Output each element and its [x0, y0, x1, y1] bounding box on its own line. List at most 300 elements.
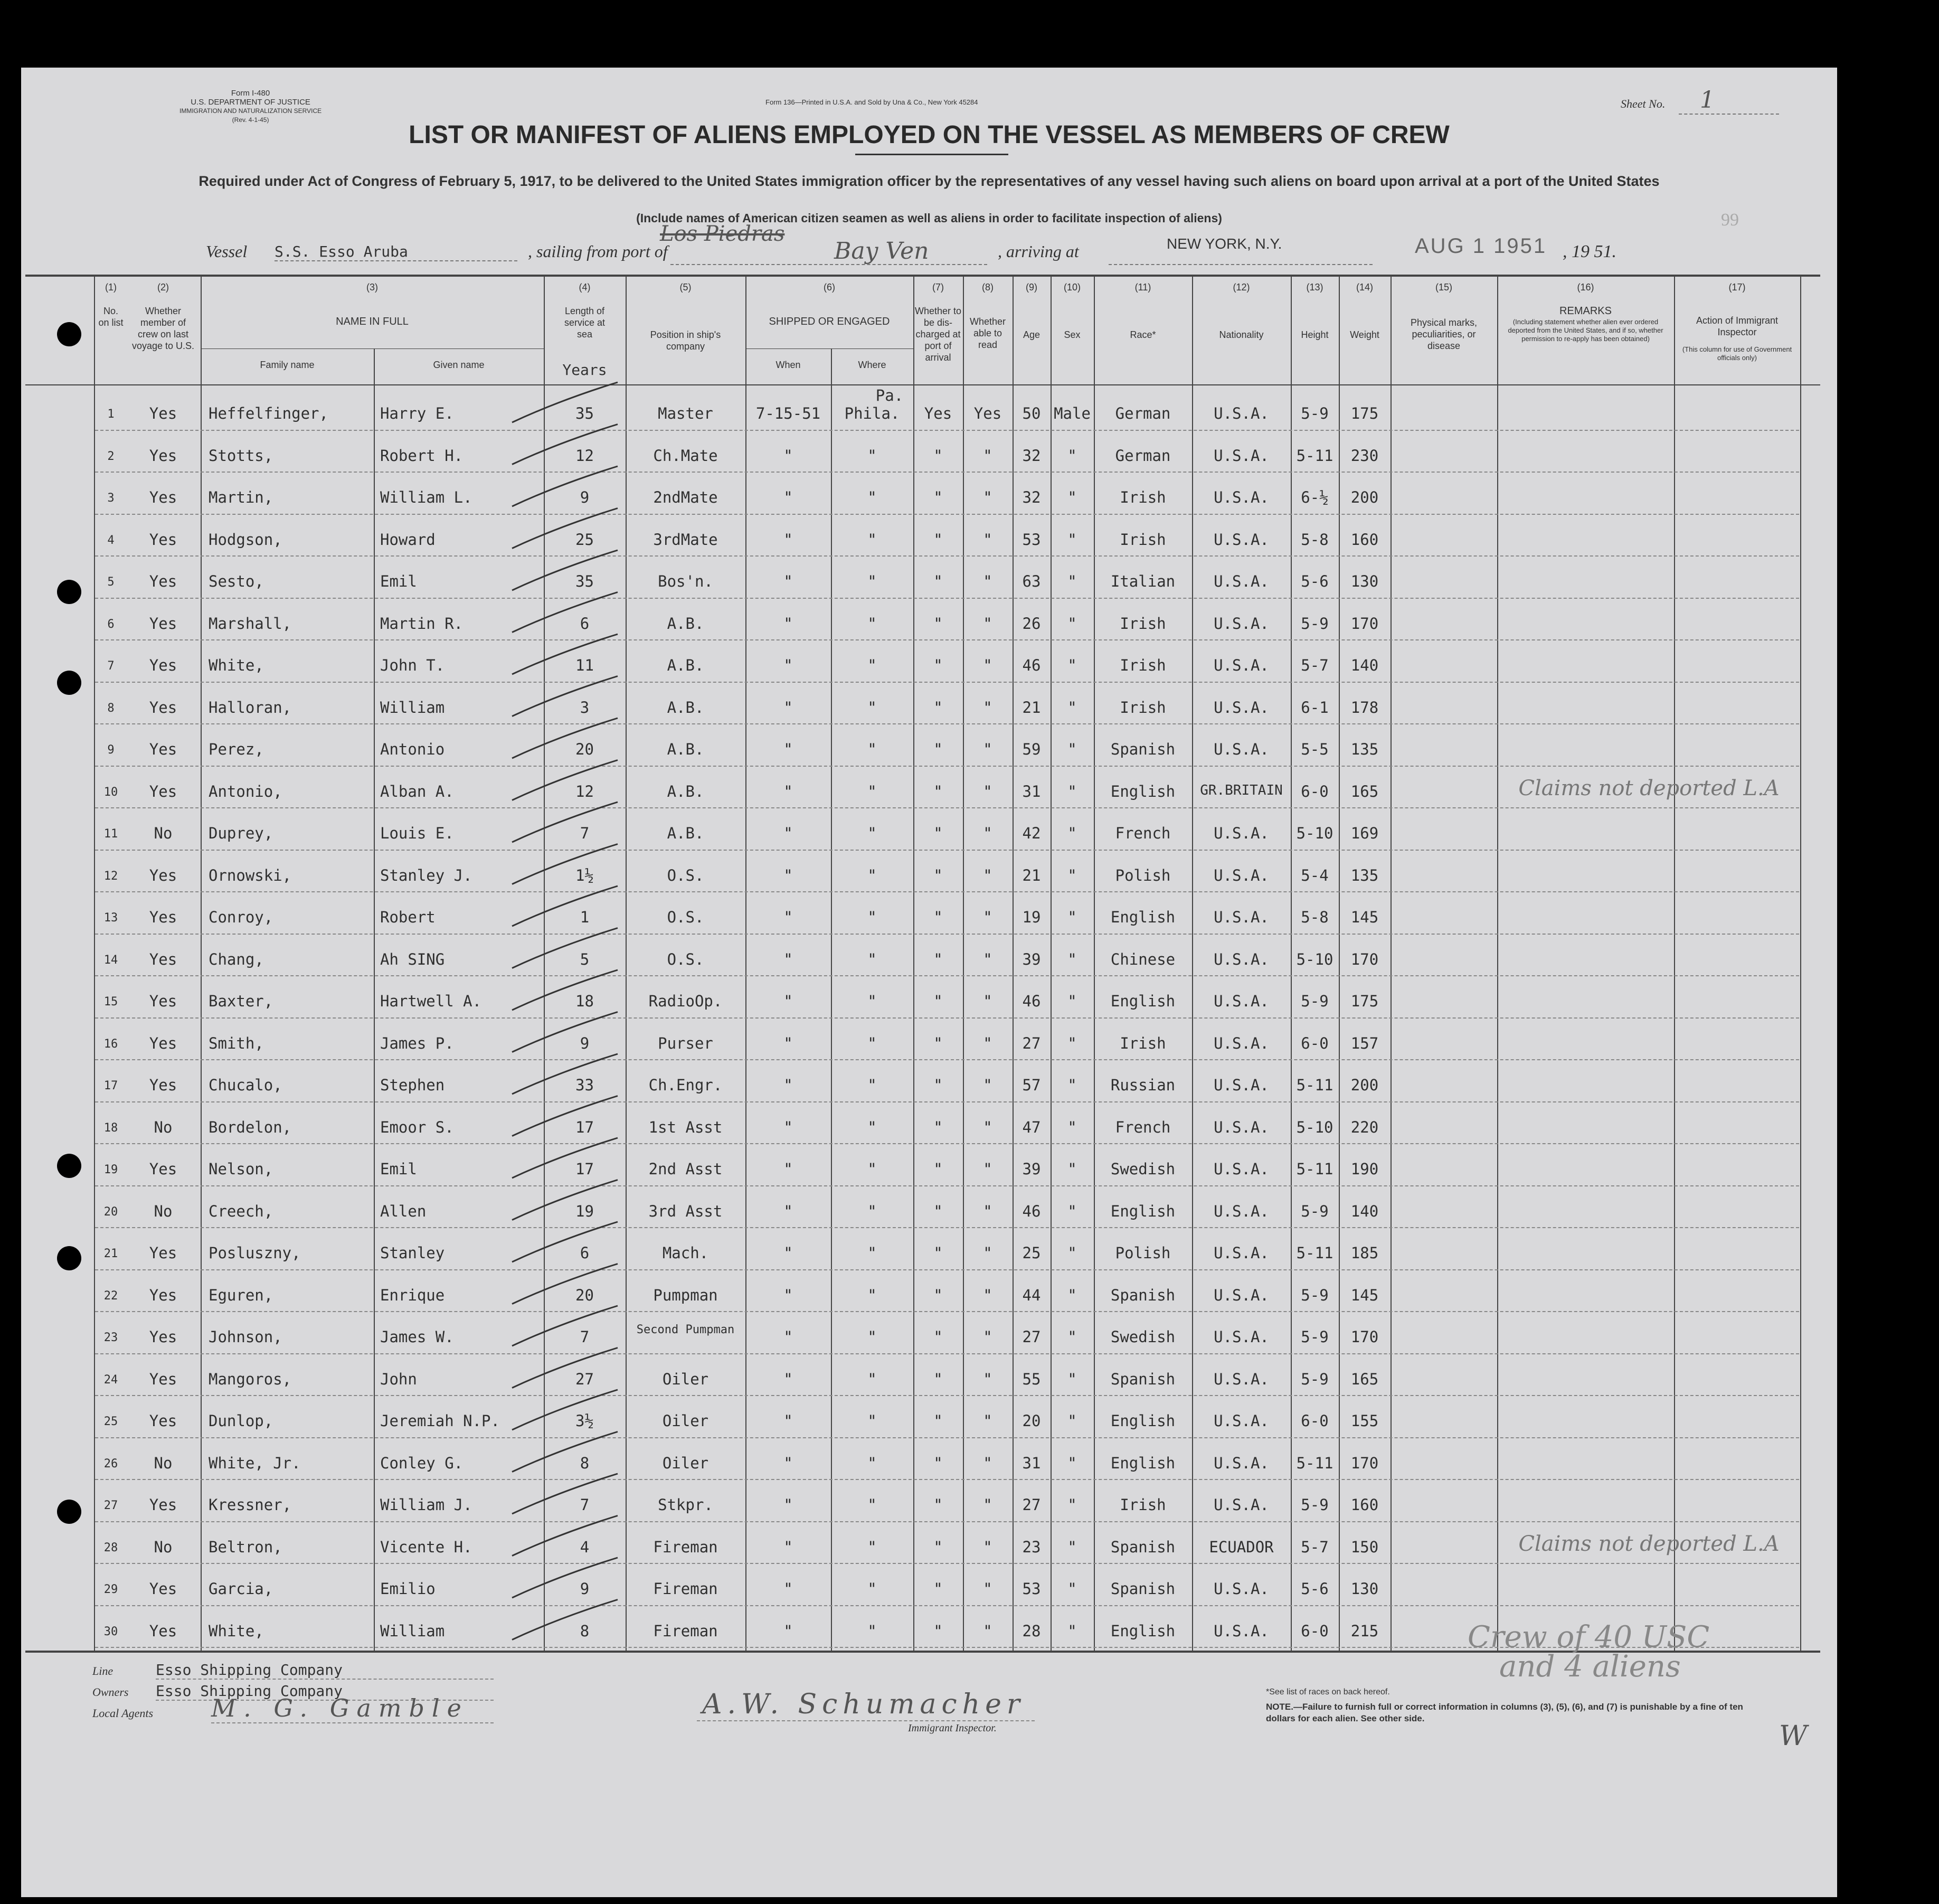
shipped-when: " [783, 740, 793, 758]
nationality: U.S.A. [1214, 1202, 1269, 1220]
discharged: " [933, 1034, 943, 1052]
given-name: Conley G. [380, 1454, 464, 1472]
shipped-where: " [867, 908, 877, 926]
nationality: U.S.A. [1214, 1412, 1269, 1430]
row-number: 6 [107, 617, 115, 631]
col15-header: Physical marks, peculiarities, or disease [1410, 317, 1478, 351]
family-name: Nelson, [209, 1160, 273, 1178]
given-name: Ah SING [380, 950, 445, 968]
nationality: ECUADOR [1209, 1538, 1274, 1556]
given-name: Antonio [380, 740, 445, 758]
shipped-when: " [783, 1496, 793, 1514]
shipped-where: " [867, 1244, 877, 1262]
age: 19 [1022, 908, 1041, 926]
shipped-where: " [867, 614, 877, 633]
able-to-read: " [983, 824, 992, 842]
col17-header: Action of Immigrant Inspector [1696, 315, 1779, 337]
years-at-sea: 9 [580, 1034, 590, 1052]
years-at-sea: 35 [575, 572, 594, 590]
sheet-label: Sheet No. [1621, 97, 1666, 110]
sex: " [1067, 1496, 1077, 1514]
height: 5-6 [1301, 1580, 1329, 1598]
shipped-where: " [867, 1328, 877, 1346]
years-at-sea: 6 [580, 614, 590, 633]
age: 31 [1022, 1454, 1041, 1472]
family-name: Creech, [209, 1202, 273, 1220]
row-number: 12 [103, 869, 118, 883]
shipped-when: " [783, 1202, 793, 1220]
penalty-note [1266, 1701, 1752, 1724]
col11-header: Race* [1130, 329, 1156, 340]
race: French [1115, 1118, 1171, 1136]
race: Irish [1120, 698, 1166, 717]
row-number: 13 [103, 911, 118, 925]
age: 25 [1022, 1244, 1041, 1262]
given-name: Emilio [380, 1580, 436, 1598]
race: English [1110, 1412, 1176, 1430]
form-title: LIST OR MANIFEST OF ALIENS EMPLOYED ON THE VESSEL AS MEMBERS OF CREW [409, 121, 1450, 149]
shipped-where: " [867, 1076, 877, 1094]
shipped-when: " [783, 446, 793, 465]
sex: " [1067, 656, 1077, 674]
weight: 145 [1350, 1286, 1379, 1304]
height: 5-7 [1301, 1538, 1329, 1556]
binder-hole [57, 322, 81, 346]
family-name: Chucalo, [209, 1076, 282, 1094]
age: 28 [1022, 1622, 1041, 1640]
department-line1: U.S. DEPARTMENT OF JUSTICE [191, 98, 310, 107]
years-at-sea: 6 [580, 1244, 590, 1262]
check-mark [512, 844, 618, 884]
family-name: Conroy, [209, 908, 273, 926]
age: 55 [1022, 1370, 1041, 1388]
binder-hole [57, 580, 81, 604]
height: 5-6 [1301, 572, 1329, 590]
include-note: (Include names of American citizen seamen as well as aliens in order to facilitate inspection of aliens) [636, 211, 1222, 225]
discharged: " [933, 824, 943, 842]
given-name: Martin R. [380, 614, 464, 633]
height: 5-11 [1296, 1454, 1333, 1472]
able-to-read: " [983, 950, 992, 968]
nationality: U.S.A. [1214, 698, 1269, 717]
shipped-when: " [783, 656, 793, 674]
able-to-read: " [983, 1034, 992, 1052]
years-at-sea: 1 [580, 908, 590, 926]
check-mark [512, 718, 618, 758]
col1-header: No. on list [98, 306, 124, 328]
weight: 200 [1350, 1076, 1379, 1094]
given-name: Emil [380, 572, 417, 590]
signature-line [697, 1720, 1035, 1721]
position: O.S. [667, 950, 704, 968]
binder-hole [57, 1500, 81, 1524]
col16-note: (Including statement whether alien ever ordered deported from the United States, and if so, whether permission to re-apply has been obtained) [1508, 318, 1663, 343]
race: English [1110, 908, 1176, 926]
family-name: Bordelon, [209, 1118, 292, 1136]
weight: 175 [1350, 992, 1379, 1010]
discharged: " [933, 530, 943, 549]
age: 42 [1022, 824, 1041, 842]
age: 32 [1022, 446, 1041, 465]
remarks: Claims not deported L.A [1518, 1531, 1780, 1556]
able-to-read: " [983, 446, 992, 465]
able-to-read: " [983, 866, 992, 884]
shipped-where: " [867, 530, 877, 549]
nationality: U.S.A. [1214, 1580, 1269, 1598]
height: 5-9 [1301, 1496, 1329, 1514]
inspector-signature: A.W. Schumacher [702, 1689, 1025, 1720]
weight: 157 [1350, 1034, 1379, 1052]
family-name: Stotts, [209, 446, 273, 465]
row-number: 30 [103, 1625, 118, 1638]
prev-voyage: Yes [149, 488, 177, 506]
check-mark [512, 1600, 618, 1640]
shipped-when: " [783, 530, 793, 549]
shipped-when: " [783, 1538, 793, 1556]
discharged: " [933, 1496, 943, 1514]
shipped-where: " [867, 1538, 877, 1556]
shipped-when: " [783, 1034, 793, 1052]
age: 32 [1022, 488, 1041, 506]
year-label: , 19 51. [1563, 242, 1616, 261]
given-name: Vicente H. [380, 1538, 472, 1556]
row-number: 3 [107, 492, 115, 505]
race: Irish [1120, 530, 1166, 549]
prev-voyage: Yes [149, 698, 177, 717]
port-struck: Los Piedras [660, 222, 785, 246]
sex: " [1067, 698, 1077, 717]
check-mark [512, 634, 618, 674]
col6-num: (6) [824, 282, 835, 293]
position: Oiler [662, 1412, 709, 1430]
discharged: " [933, 866, 943, 884]
vessel-label: Vessel [206, 242, 248, 261]
row-number: 28 [103, 1541, 118, 1554]
age: 46 [1022, 1202, 1041, 1220]
race: Italian [1110, 572, 1176, 590]
years-at-sea: 19 [575, 1202, 594, 1220]
shipped-where: " [867, 1118, 877, 1136]
position: 1st Asst [648, 1118, 723, 1136]
height: 5-9 [1301, 1370, 1329, 1388]
discharged: " [933, 1580, 943, 1598]
weight: 130 [1350, 572, 1379, 590]
col11-num: (11) [1134, 282, 1151, 293]
family-name: Mangoros, [209, 1370, 292, 1388]
able-to-read: " [983, 1160, 992, 1178]
height: 5-11 [1296, 1076, 1333, 1094]
col17-num: (17) [1728, 282, 1746, 293]
age: 27 [1022, 1034, 1041, 1052]
nationality: U.S.A. [1214, 824, 1269, 842]
shipped-when: " [783, 1454, 793, 1472]
revision: (Rev. 4-1-45) [232, 116, 269, 124]
nationality: U.S.A. [1214, 530, 1269, 549]
shipped-when: " [783, 614, 793, 633]
sex: " [1067, 1160, 1077, 1178]
position: Second Pumpman [636, 1323, 735, 1336]
sailing-label: , sailing from port of [528, 242, 668, 261]
years-at-sea: 7 [580, 1496, 590, 1514]
given-name: William [380, 1622, 445, 1640]
prev-voyage: No [154, 824, 173, 842]
years-at-sea: 7 [580, 824, 590, 842]
shipped-where: " [867, 572, 877, 590]
position: Pumpman [653, 1286, 718, 1304]
check-mark [512, 1390, 618, 1430]
row-number: 10 [103, 785, 118, 799]
race: Polish [1115, 1244, 1171, 1262]
sex: " [1067, 1454, 1077, 1472]
able-to-read: " [983, 1580, 992, 1598]
row-number: 1 [107, 408, 115, 421]
family-name: Posluszny, [209, 1244, 301, 1262]
family-name: Baxter, [209, 992, 273, 1010]
col10-header: Sex [1064, 329, 1081, 340]
prev-voyage: Yes [149, 1496, 177, 1514]
shipped-where: " [867, 1622, 877, 1640]
sex: " [1067, 866, 1077, 884]
family-name: White, [209, 656, 264, 674]
nationality: U.S.A. [1214, 950, 1269, 968]
years-at-sea: 35 [575, 404, 594, 422]
shipped-when: " [783, 1160, 793, 1178]
height: 6-½ [1301, 488, 1329, 506]
position: A.B. [667, 740, 704, 758]
remarks: Claims not deported L.A [1518, 776, 1780, 800]
sex: " [1067, 992, 1077, 1010]
col3-family-header: Family name [260, 360, 315, 370]
prev-voyage: Yes [149, 1580, 177, 1598]
given-name: Emoor S. [380, 1118, 454, 1136]
position: Fireman [653, 1622, 718, 1640]
prev-voyage: Yes [149, 614, 177, 633]
shipped-where-note: Pa. [875, 387, 904, 404]
sex: " [1067, 824, 1077, 842]
check-mark [512, 1180, 618, 1220]
check-marks [21, 68, 1837, 1704]
height: 6-0 [1301, 1412, 1329, 1430]
position: 3rd Asst [648, 1202, 723, 1220]
row-number: 25 [103, 1415, 118, 1428]
nationality: U.S.A. [1214, 1160, 1269, 1178]
nationality: U.S.A. [1214, 866, 1269, 884]
position: 2ndMate [653, 488, 718, 506]
shipped-where: " [867, 1412, 877, 1430]
discharged: " [933, 992, 943, 1010]
port-handwritten: Bay Ven [834, 238, 929, 265]
binder-hole [57, 671, 81, 695]
shipped-when: " [783, 572, 793, 590]
col13-num: (13) [1306, 282, 1323, 293]
sheet-number: 1 [1679, 87, 1779, 115]
nationality: U.S.A. [1214, 488, 1269, 506]
sex: " [1067, 950, 1077, 968]
shipped-where: " [867, 992, 877, 1010]
col16-header: REMARKS [1559, 305, 1612, 317]
discharged: " [933, 1412, 943, 1430]
prev-voyage: Yes [149, 1370, 177, 1388]
able-to-read: " [983, 1370, 992, 1388]
age: 27 [1022, 1328, 1041, 1346]
shipped-when: " [783, 950, 793, 968]
check-mark [512, 928, 618, 968]
sex: Male [1054, 404, 1091, 422]
given-name: William L. [380, 488, 472, 506]
discharged: " [933, 740, 943, 758]
weight: 185 [1350, 1244, 1379, 1262]
given-name: Stephen [380, 1076, 445, 1094]
position: 2nd Asst [648, 1160, 723, 1178]
prev-voyage: Yes [149, 656, 177, 674]
height: 6-1 [1301, 698, 1329, 717]
check-mark [512, 676, 618, 717]
weight: 140 [1350, 1202, 1379, 1220]
weight: 190 [1350, 1160, 1379, 1178]
weight: 140 [1350, 656, 1379, 674]
position: A.B. [667, 782, 704, 800]
height: 5-11 [1296, 446, 1333, 465]
years-at-sea: 17 [575, 1160, 594, 1178]
given-name: Robert [380, 908, 436, 926]
sex: " [1067, 1034, 1077, 1052]
sex: " [1067, 446, 1077, 465]
col9-num: (9) [1026, 282, 1037, 293]
able-to-read: " [983, 1328, 992, 1346]
stamp-number: 99 [1721, 210, 1739, 230]
race: Irish [1120, 614, 1166, 633]
col2-header: Whether member of crew on last voyage to U.S. [131, 306, 195, 351]
sex: " [1067, 1622, 1077, 1640]
given-name: William J. [380, 1496, 472, 1514]
years-at-sea: 9 [580, 488, 590, 506]
row-number: 16 [103, 1037, 118, 1051]
discharged: " [933, 1160, 943, 1178]
race: English [1110, 782, 1176, 800]
col16-num: (16) [1577, 282, 1594, 293]
row-number: 23 [103, 1331, 118, 1344]
shipped-when: " [783, 782, 793, 800]
arriving-label: , arriving at [998, 242, 1079, 261]
age: 21 [1022, 866, 1041, 884]
shipped-where: " [867, 488, 877, 506]
check-mark [512, 550, 618, 590]
col6-header: SHIPPED OR ENGAGED [769, 316, 890, 327]
form-subtitle: Required under Act of Congress of February 5, 1917, to be delivered to the United States immigration officer by the representatives of any vessel having such aliens on board upon arrival at a port of the United States [198, 173, 1660, 189]
check-mark [512, 1558, 618, 1598]
col6-where-header: Where [858, 360, 886, 370]
able-to-read: " [983, 908, 992, 926]
discharged: " [933, 614, 943, 633]
discharged: " [933, 1370, 943, 1388]
position: Purser [658, 1034, 713, 1052]
age: 53 [1022, 1580, 1041, 1598]
shipped-where: " [867, 1370, 877, 1388]
position: RadioOp. [648, 992, 723, 1010]
row-number: 15 [103, 995, 118, 1008]
years-at-sea: 20 [575, 740, 594, 758]
line-label: Line [92, 1664, 113, 1677]
arriving-port: NEW YORK, N.Y. [1167, 235, 1282, 252]
position: A.B. [667, 824, 704, 842]
given-name: John T. [380, 656, 445, 674]
family-name: Duprey, [209, 824, 273, 842]
col12-header: Nationality [1219, 329, 1264, 340]
nationality: U.S.A. [1214, 908, 1269, 926]
age: 46 [1022, 656, 1041, 674]
prev-voyage: Yes [149, 950, 177, 968]
position: Fireman [653, 1538, 718, 1556]
race: Spanish [1110, 1580, 1176, 1598]
given-name: Emil [380, 1160, 417, 1178]
department-line2: IMMIGRATION AND NATURALIZATION SERVICE [179, 107, 322, 115]
sex: " [1067, 1538, 1077, 1556]
col17-note: (This column for use of Government officials only) [1682, 345, 1792, 362]
shipped-where: " [867, 782, 877, 800]
weight: 145 [1350, 908, 1379, 926]
years-at-sea: 8 [580, 1454, 590, 1472]
race: Spanish [1110, 1370, 1176, 1388]
discharged: " [933, 572, 943, 590]
weight: 170 [1350, 614, 1379, 633]
height: 6-0 [1301, 782, 1329, 800]
weight: 135 [1350, 740, 1379, 758]
position: Ch.Engr. [648, 1076, 723, 1094]
years-at-sea: 12 [575, 782, 594, 800]
agents-value: M. G. Gamble [211, 1694, 494, 1723]
col9-header: Age [1023, 329, 1041, 340]
weight: 160 [1350, 530, 1379, 549]
col7-header: Whether to be dis-charged at port of arrival [914, 306, 962, 363]
family-name: Heffelfinger, [209, 404, 328, 422]
nationality: U.S.A. [1214, 614, 1269, 633]
weight: 200 [1350, 488, 1379, 506]
race: Swedish [1110, 1160, 1176, 1178]
able-to-read: " [983, 1076, 992, 1094]
able-to-read: " [983, 572, 992, 590]
able-to-read: " [983, 782, 992, 800]
race: German [1115, 446, 1171, 465]
prev-voyage: Yes [149, 1076, 177, 1094]
row-number: 14 [103, 953, 118, 967]
position: Fireman [653, 1580, 718, 1598]
position: Oiler [662, 1454, 709, 1472]
race: English [1110, 1202, 1176, 1220]
race: French [1115, 824, 1171, 842]
given-name: Louis E. [380, 824, 454, 842]
weight: 175 [1350, 404, 1379, 422]
inspector-label: Immigrant Inspector. [908, 1722, 997, 1734]
age: 39 [1022, 950, 1041, 968]
years-at-sea: 3 [580, 698, 590, 717]
vessel-name: S.S. Esso Aruba [275, 243, 517, 261]
row-number: 27 [103, 1499, 118, 1512]
able-to-read: Yes [973, 404, 1002, 422]
height: 5-8 [1301, 908, 1329, 926]
race: Irish [1120, 1034, 1166, 1052]
row-number: 21 [103, 1247, 118, 1260]
family-name: Beltron, [209, 1538, 282, 1556]
col3-num: (3) [366, 282, 378, 293]
check-mark [512, 1516, 618, 1556]
prev-voyage: Yes [149, 866, 177, 884]
age: 57 [1022, 1076, 1041, 1094]
nationality: GR.BRITAIN [1200, 782, 1283, 798]
row-number: 7 [107, 659, 115, 673]
years-at-sea: 8 [580, 1622, 590, 1640]
weight: 160 [1350, 1496, 1379, 1514]
height: 5-4 [1301, 866, 1329, 884]
